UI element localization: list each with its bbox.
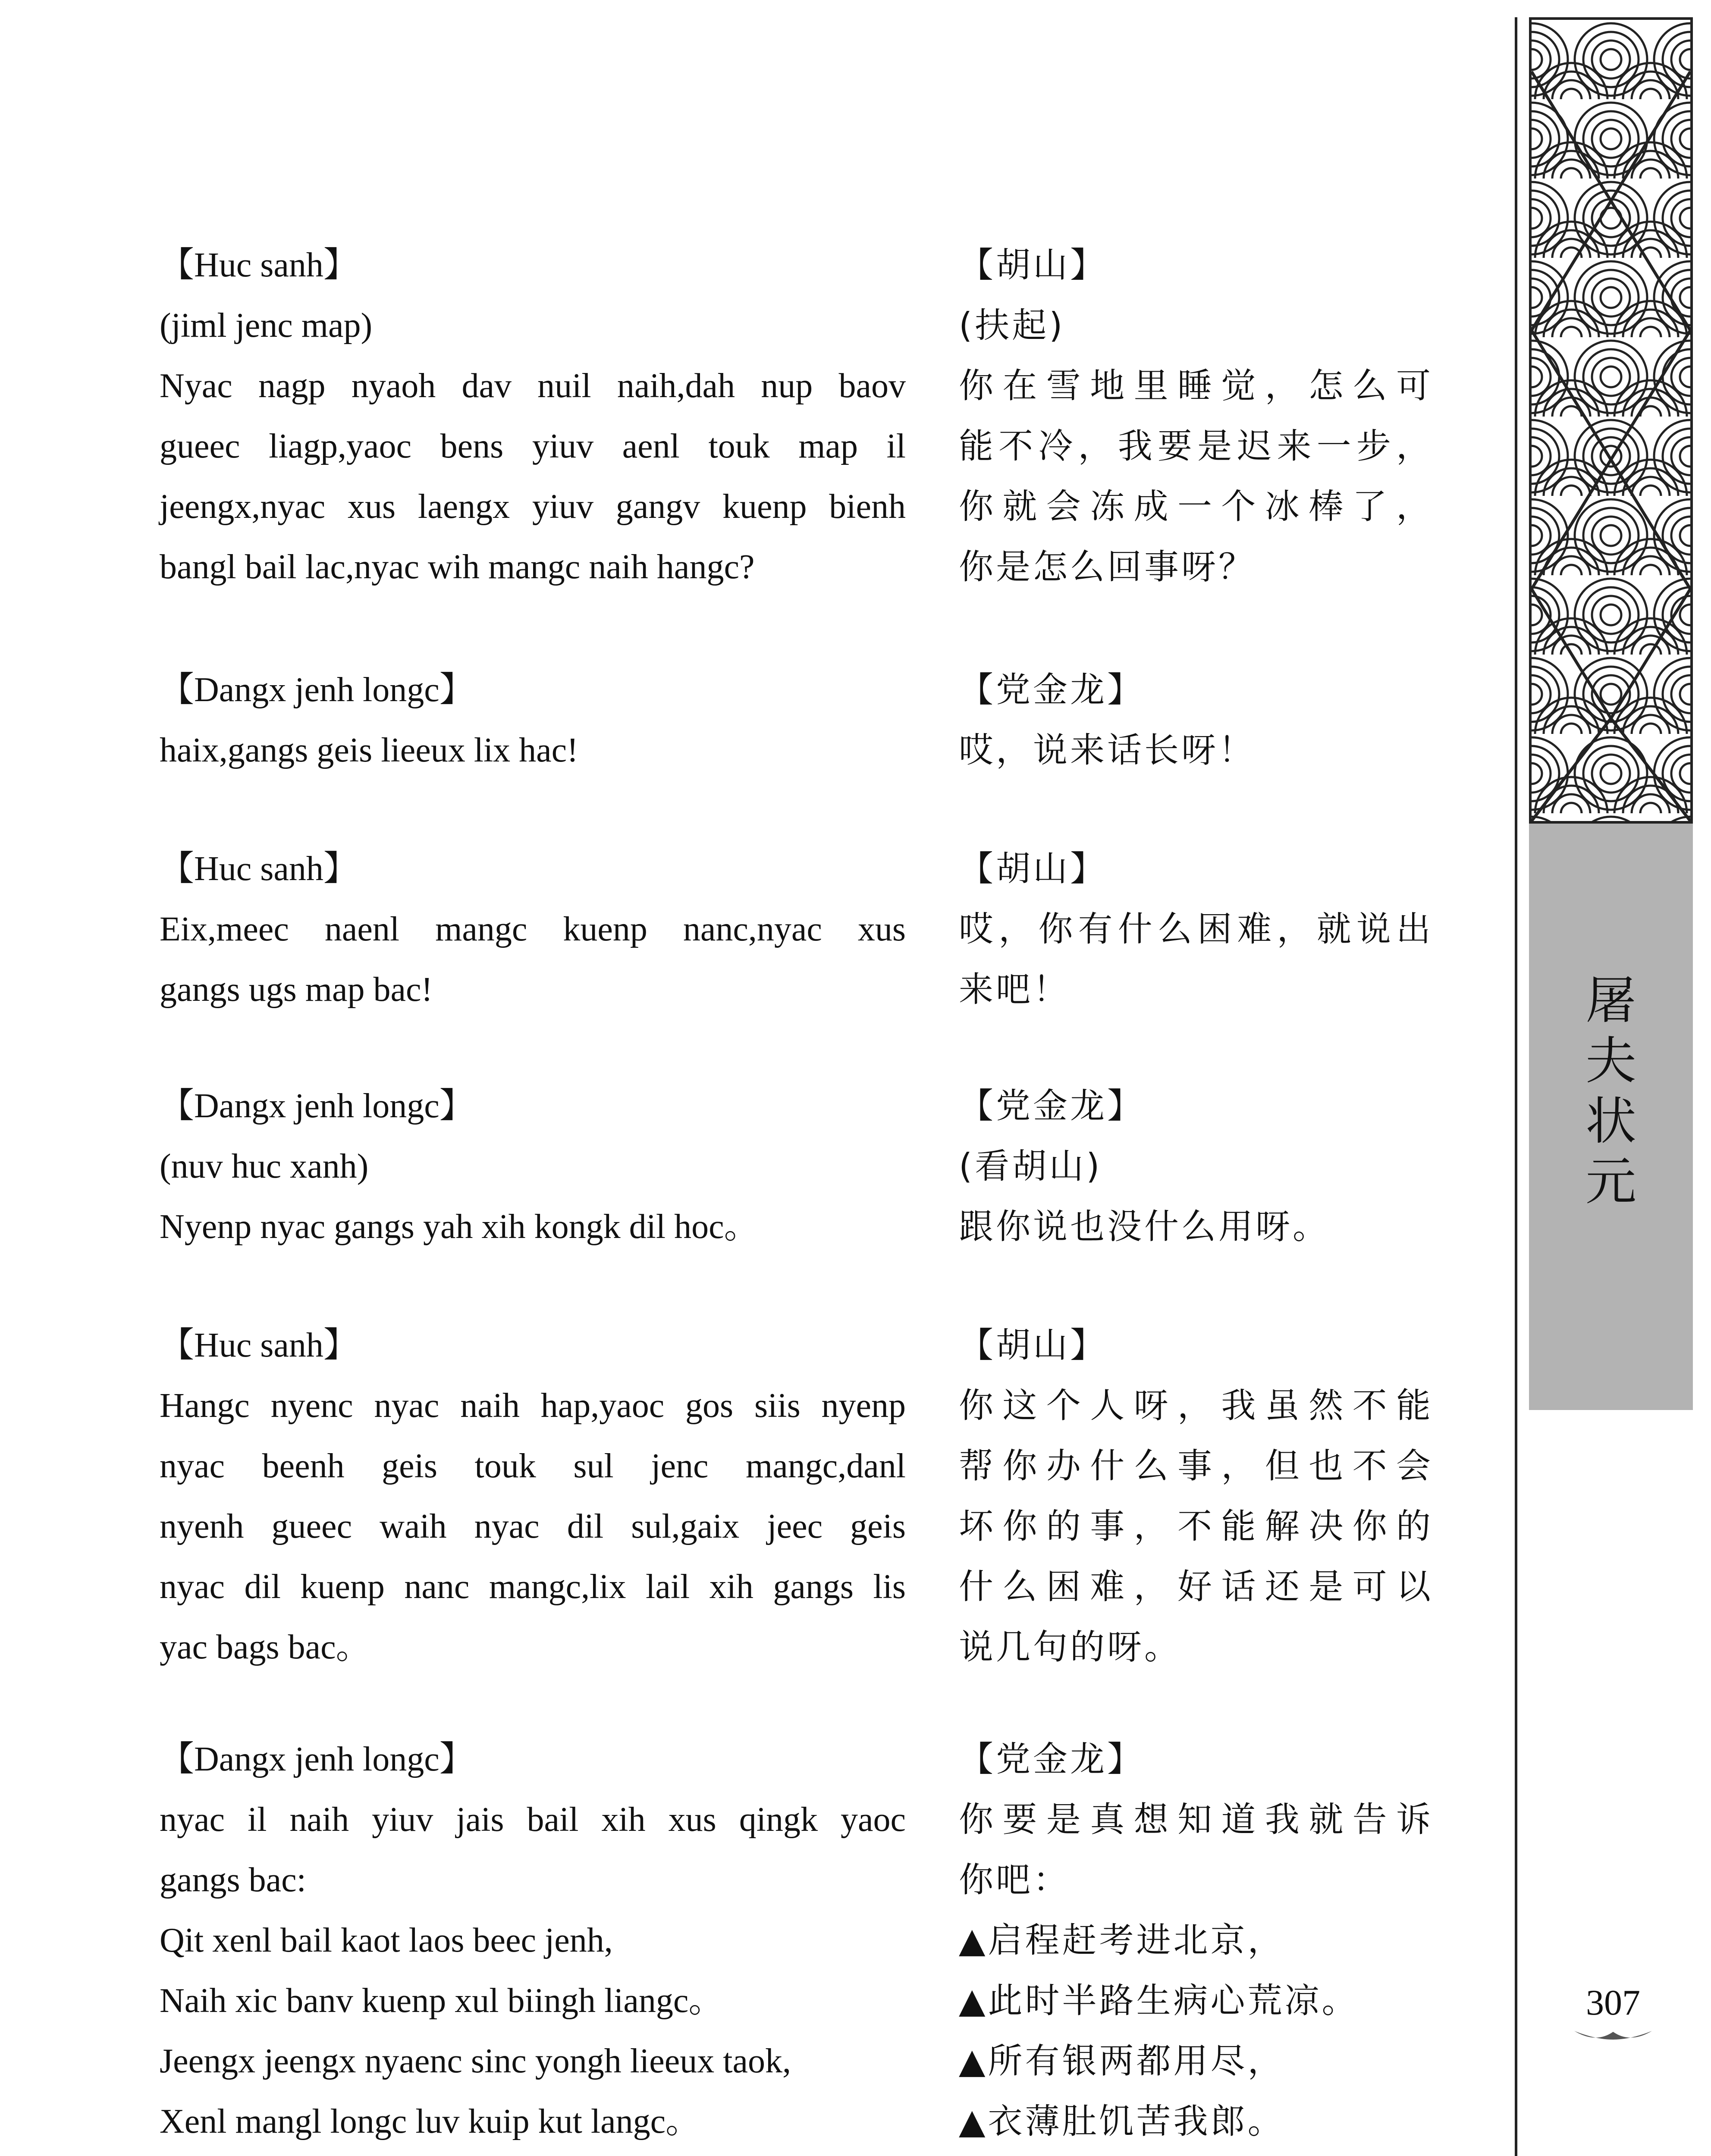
dialogue-line: Eix,meec naenl mangc kuenp nanc,nyac xus: [160, 910, 906, 948]
page-number: 307: [1586, 1983, 1640, 2023]
verse-line: ▲衣薄肚饥苦我郎。: [959, 2101, 1285, 2141]
dialogue-line: 你吧：: [959, 1860, 1070, 1900]
dialogue-line: Nyac nagp nyaoh dav nuil naih,dah nup baov: [160, 367, 906, 405]
dialogue-line: 说几句的呀。: [959, 1627, 1181, 1667]
verse-line: Qit xenl bail kaot laos beec jenh,: [160, 1921, 613, 1959]
dialogue-block-2-roman: [160, 660, 906, 780]
dialogue-line: nyac dil kuenp nanc mangc,lix lail xih gangs lis: [160, 1568, 906, 1606]
verse-line: Jeengx jeengx nyaenc sinc yongh lieeux taok,: [160, 2042, 791, 2080]
speaker-label: 【Huc sanh】: [160, 246, 358, 284]
decorative-cloud-pattern: [1529, 17, 1693, 824]
dialogue-line: gangs bac:: [160, 1861, 306, 1899]
dialogue-block-2-chinese: [959, 660, 1433, 780]
section-title: 屠夫状元: [1585, 971, 1636, 1211]
dialogue-line: gueec liagp,yaoc bens yiuv aenl touk map il: [160, 427, 906, 465]
cloud-pattern-icon: [1532, 20, 1690, 821]
dialogue-line: 来吧！: [959, 969, 1070, 1009]
dialogue-line: yac bags bac。: [160, 1628, 370, 1666]
speaker-label: 【Huc sanh】: [160, 850, 358, 888]
dialogue-line: 你就会冻成一个冰棒了，: [959, 486, 1433, 526]
dialogue-line: 你是怎么回事呀？: [959, 547, 1256, 587]
dialogue-line: jeengx,nyac xus laengx yiuv gangv kuenp bienh: [160, 488, 906, 526]
speaker-label: 【胡山】: [959, 849, 1107, 889]
dialogue-line: 你要是真想知道我就告诉: [959, 1799, 1433, 1839]
speaker-label: 【党金龙】: [959, 670, 1144, 710]
dialogue-block-1-chinese: [959, 235, 1433, 597]
dialogue-block-4-roman: [160, 1076, 906, 1257]
dialogue-block-6-chinese: [959, 1729, 1433, 2152]
dialogue-line: haix,gangs geis lieeux lix hac!: [160, 731, 578, 769]
stage-direction: (nuv huc xanh): [160, 1147, 369, 1185]
speaker-label: 【Huc sanh】: [160, 1326, 358, 1364]
dialogue-line: 哎，说来话长呀！: [959, 730, 1256, 770]
speaker-label: 【胡山】: [959, 1325, 1107, 1365]
stage-direction: (jiml jenc map): [160, 307, 373, 345]
speaker-label: 【胡山】: [959, 245, 1107, 285]
dialogue-line: gangs ugs map bac!: [160, 971, 433, 1009]
dialogue-line: 哎，你有什么困难，就说出: [959, 909, 1433, 949]
dialogue-line: Hangc nyenc nyac naih hap,yaoc gos siis nyenp: [160, 1387, 906, 1425]
dialogue-line: 你这个人呀，我虽然不能: [959, 1385, 1433, 1426]
speaker-label: 【党金龙】: [959, 1739, 1144, 1779]
dialogue-line: bangl bail lac,nyac wih mangc naih hangc?: [160, 548, 755, 586]
verse-line: Xenl mangl longc luv kuip kut langc。: [160, 2103, 700, 2140]
vertical-rule: [1515, 17, 1517, 2156]
dialogue-block-3-roman: [160, 839, 906, 1020]
dialogue-block-3-chinese: [959, 839, 1433, 1020]
dialogue-line: 跟你说也没什么用呀。: [959, 1206, 1330, 1247]
verse-line: ▲启程赶考进北京，: [959, 1920, 1285, 1960]
stage-direction: (扶起): [959, 305, 1065, 345]
verse-line: Naih xic banv kuenp xul biingh liangc。: [160, 1982, 723, 2020]
speaker-label: 【Dangx jenh longc】: [160, 1087, 474, 1125]
dialogue-block-6-roman: [160, 1729, 906, 2152]
dialogue-line: 坏你的事，不能解决你的: [959, 1506, 1433, 1546]
dialogue-block-1-roman: [160, 235, 906, 597]
verse-line: ▲所有银两都用尽，: [959, 2041, 1285, 2081]
dialogue-block-4-chinese: [959, 1076, 1433, 1257]
dialogue-line: nyac beenh geis touk sul jenc mangc,danl: [160, 1447, 906, 1485]
section-title-band: [1529, 824, 1693, 1410]
dialogue-block-5-chinese: [959, 1315, 1433, 1677]
speaker-label: 【Dangx jenh longc】: [160, 671, 474, 709]
speaker-label: 【Dangx jenh longc】: [160, 1740, 474, 1778]
ornament-icon: [1570, 2027, 1656, 2044]
stage-direction: (看胡山): [959, 1146, 1102, 1186]
dialogue-line: nyac il naih yiuv jais bail xih xus qingk yaoc: [160, 1801, 906, 1839]
dialogue-block-5-roman: [160, 1315, 906, 1677]
dialogue-line: nyenh gueec waih nyac dil sul,gaix jeec geis: [160, 1507, 906, 1545]
dialogue-line: 你在雪地里睡觉，怎么可: [959, 366, 1433, 406]
dialogue-line: 帮你办什么事，但也不会: [959, 1446, 1433, 1486]
verse-line: ▲此时半路生病心荒凉。: [959, 1981, 1359, 2021]
dialogue-line: 什么困难，好话还是可以: [959, 1567, 1433, 1607]
dialogue-line: Nyenp nyac gangs yah xih kongk dil hoc。: [160, 1208, 759, 1246]
speaker-label: 【党金龙】: [959, 1086, 1144, 1126]
dialogue-line: 能不冷，我要是迟来一步，: [959, 426, 1433, 466]
